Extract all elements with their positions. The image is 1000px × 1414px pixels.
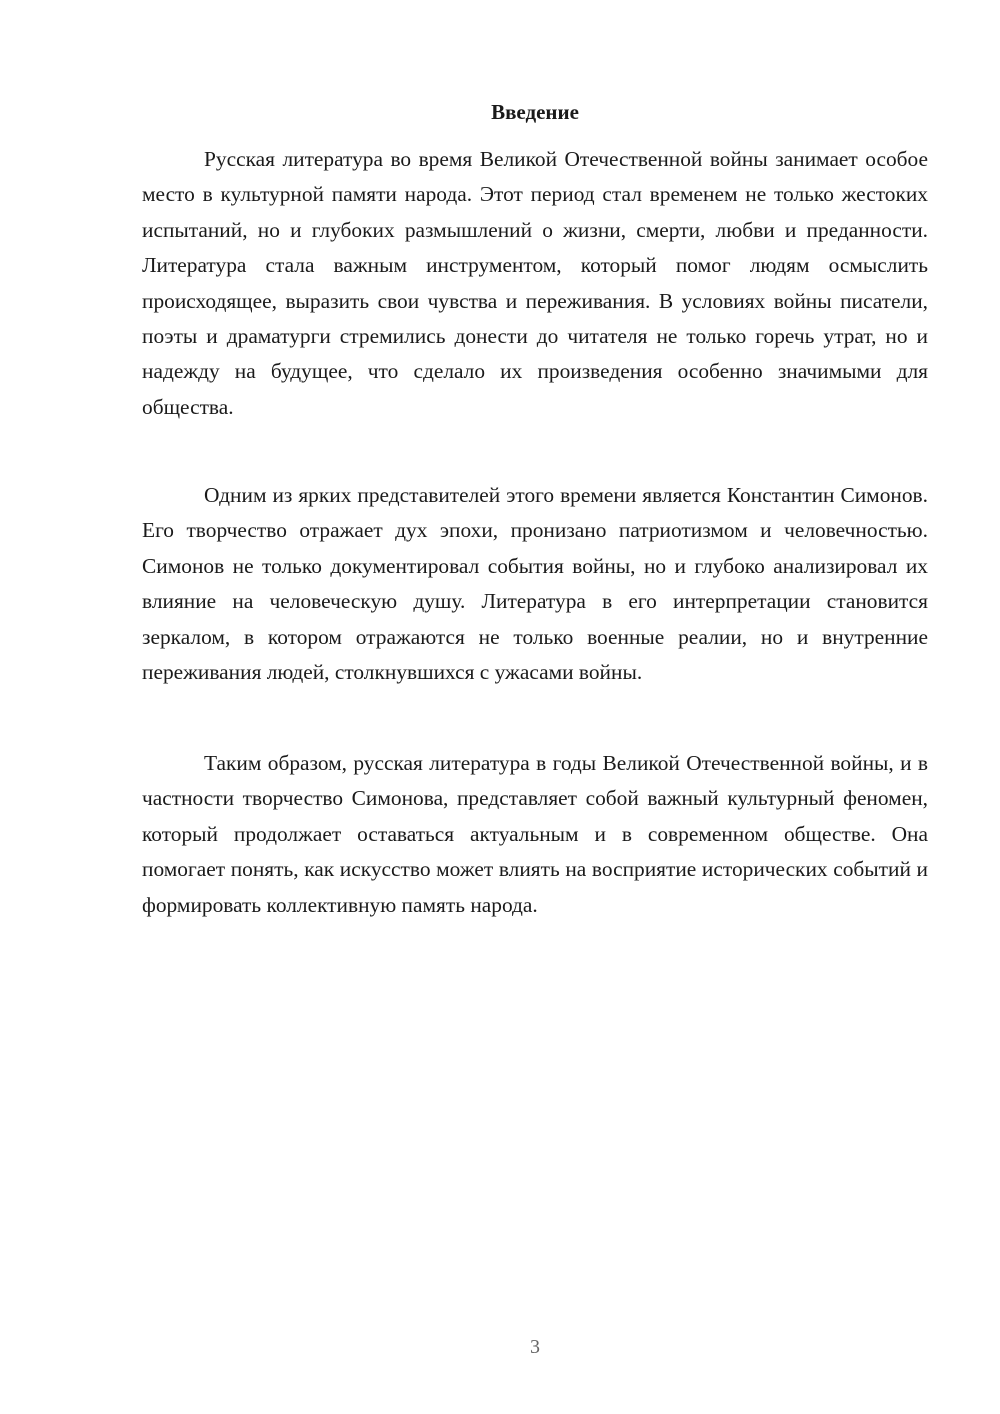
paragraph-2: Одним из ярких представителей этого времени является Константин Симонов. Его творчество отражает дух эпохи, пронизано патриотизмом и человечностью. Симонов не только документировал события войны, но и глубоко анализировал их влияние на человеческую душу. Литература в его интерпретации становится зеркалом, в котором отражаются не только военные реалии, но и внутренние переживания людей, столкнувшихся с ужасами войны. [142, 483, 928, 685]
section-title: Введение [491, 100, 579, 124]
paragraph-3: Таким образом, русская литература в годы Великой Отечественной войны, и в частности творчество Симонова, представляет собой важный культурный феномен, который продолжает оставаться актуальным и в современном обществе. Она помогает понять, как искусство может влиять на восприятие исторических событий и формировать коллективную память народа. [142, 751, 928, 917]
page-number: 3 [530, 1336, 540, 1358]
paragraph-1: Русская литература во время Великой Отечественной войны занимает особое место в культурной памяти народа. Этот период стал временем не только жестоких испытаний, но и глубоких размышлений о жизни, смерти, любви и преданности. Литература стала важным инструментом, который помог людям осмыслить происходящее, выразить свои чувства и переживания. В условиях войны писатели, поэты и драматурги стремились донести до читателя не только горечь утрат, но и надежду на будущее, что сделало их произведения особенно значимыми для общества. [142, 147, 928, 419]
